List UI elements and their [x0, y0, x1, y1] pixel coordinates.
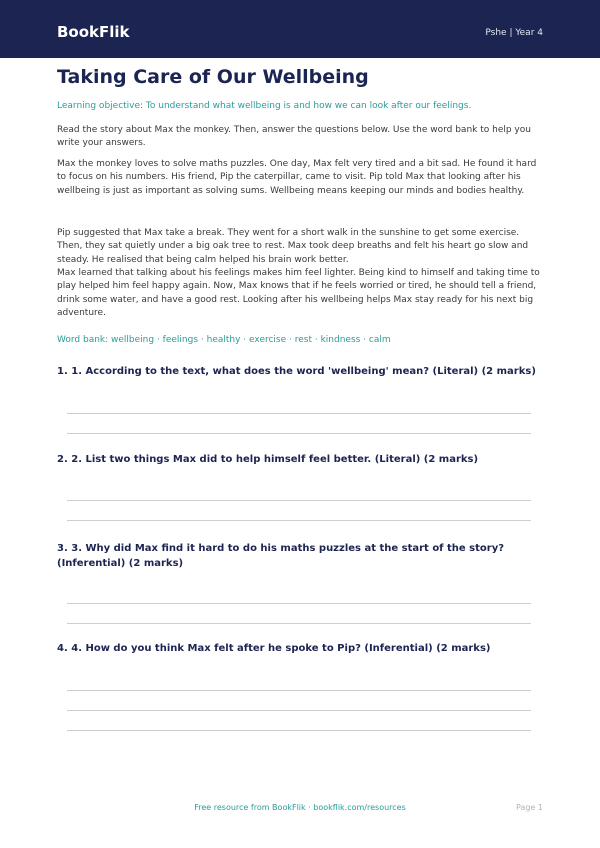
- question-3: 3. 3. Why did Max find it hard to do his maths puzzles at the start of the story? (Inferential) (2 marks): [57, 543, 505, 569]
- question-1: 1. 1. According to the text, what does the word 'wellbeing' mean? (Literal) (2 marks): [57, 366, 536, 377]
- brand-logo: BookFlik: [57, 23, 130, 41]
- page-title: Taking Care of Our Wellbeing: [57, 66, 369, 88]
- footer-resource-link[interactable]: Free resource from BookFlik · bookflik.com/resources: [194, 803, 406, 812]
- question-2: 2. 2. List two things Max did to help himself feel better. (Literal) (2 marks): [57, 454, 479, 465]
- answer-line-1a[interactable]: [67, 413, 531, 414]
- story-paragraph-2: Pip suggested that Max take a break. They went for a short walk in the sunshine to get some exercise. Then, they sat quietly under a big oak tree to rest. Max took deep breaths and felt his heart go slow and steady. He realised that being calm helped his brain work better.: [57, 228, 529, 265]
- page-header: [0, 0, 600, 58]
- answer-line-4a[interactable]: [67, 690, 531, 691]
- answer-line-4c[interactable]: [67, 730, 531, 731]
- instructions: Read the story about Max the monkey. Then, answer the questions below. Use the word bank to help you write your answers.: [57, 125, 531, 149]
- answer-line-3a[interactable]: [67, 603, 531, 604]
- story-paragraph-1: Max the monkey loves to solve maths puzzles. One day, Max felt very tired and a bit sad. He found it hard to focus on his numbers. His friend, Pip the caterpillar, came to visit. Pip told Max that looking after his wellbeing is just as important as solving sums. Wellbeing means keeping our minds and bodies healthy.: [57, 159, 537, 196]
- answer-line-3b[interactable]: [67, 623, 531, 624]
- page-number: Page 1: [516, 803, 543, 812]
- question-4: 4. 4. How do you think Max felt after he spoke to Pip? (Inferential) (2 marks): [57, 643, 491, 654]
- story-paragraph-3: Max learned that talking about his feelings makes him feel lighter. Being kind to himself and taking time to play helped him feel happy again. Now, Max knows that if he feels worried or tired, he should tell a friend, drink some water, and have a good rest. Looking after his wellbeing helps Max stay ready for his next big adventure.: [57, 268, 540, 318]
- word-bank: Word bank: wellbeing · feelings · healthy · exercise · rest · kindness · calm: [57, 335, 391, 345]
- answer-line-2b[interactable]: [67, 520, 531, 521]
- answer-line-4b[interactable]: [67, 710, 531, 711]
- answer-line-2a[interactable]: [67, 500, 531, 501]
- answer-line-1b[interactable]: [67, 433, 531, 434]
- learning-objective: Learning objective: To understand what wellbeing is and how we can look after our feelings.: [57, 101, 472, 111]
- subject-year-label: Pshe | Year 4: [485, 28, 543, 38]
